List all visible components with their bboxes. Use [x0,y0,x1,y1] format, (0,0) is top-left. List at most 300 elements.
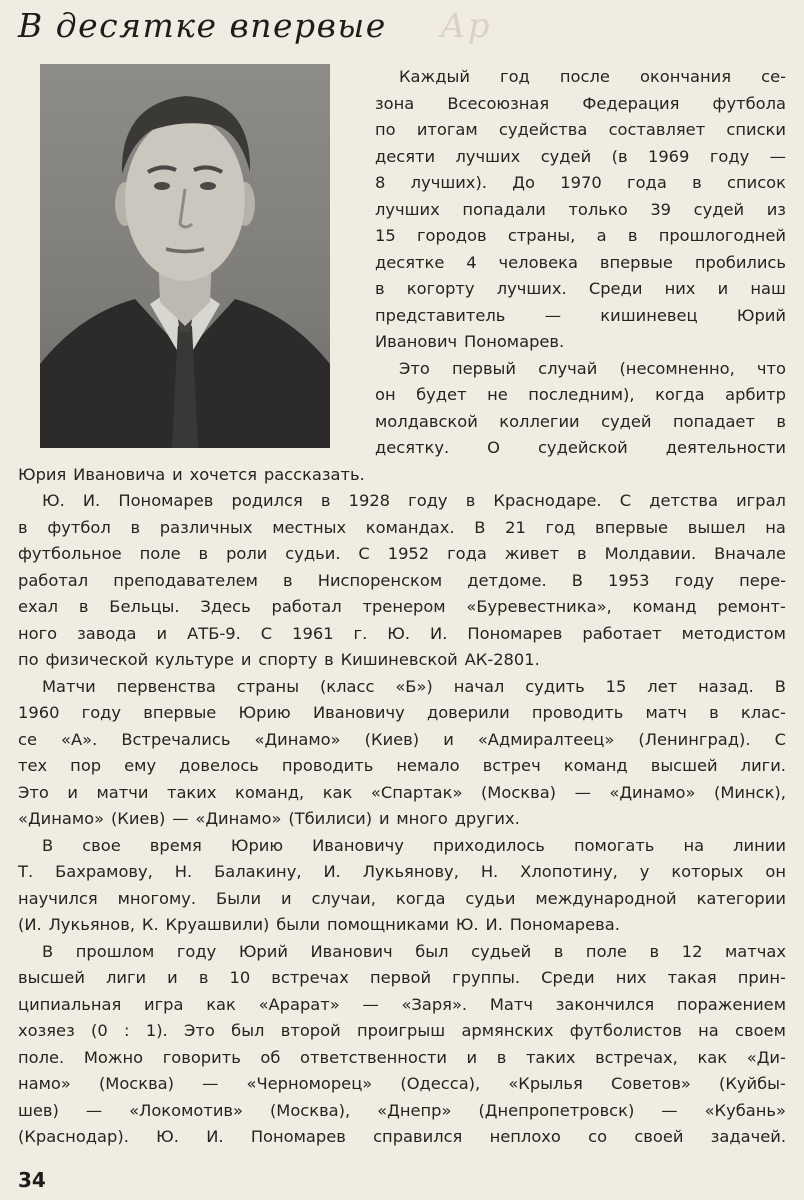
word: «Крылья [508,1074,583,1093]
word: И. [206,1127,224,1146]
word: судей [540,146,592,166]
word: игра [144,994,184,1014]
word: проводить [531,703,624,722]
word: (Минск), [714,782,786,802]
word: время [149,835,202,855]
word: своем [735,1021,786,1040]
text-line [18,886,786,913]
word: Ю. [156,1127,179,1146]
word: — [769,146,786,166]
word: Лукьянов, [48,915,136,934]
text-line [375,382,786,409]
word: впервые [143,703,217,722]
word: спорту [258,650,318,669]
word: г. [353,623,368,643]
word: первый [451,358,516,378]
word: попадает [672,411,755,431]
word: «Адмиралтеец» [477,729,615,749]
word: 12 [681,941,703,961]
word: судьи [465,888,516,908]
word: ехал [18,597,59,616]
word: «Кубань» [704,1100,786,1120]
word: Пономарев [118,491,214,510]
word: встреч [482,756,541,775]
word: (класс [319,676,375,696]
word: Юрия [18,464,67,484]
word: (Днепропетровск) [478,1100,635,1120]
word: поле [139,544,181,563]
word: итогам [416,120,478,139]
word: задачей. [710,1127,786,1146]
word: списки [726,120,786,139]
word: у [639,862,650,881]
word: (Москва), [269,1100,351,1120]
word: Ивановичу [312,835,404,855]
text-line [18,594,786,621]
word: лучших [455,146,521,166]
word: Юрий [736,305,786,325]
word: «Локомотив» [129,1100,243,1120]
word: лучших [375,199,440,219]
word: судейства [498,120,588,139]
word: на [765,517,786,537]
word: футбола [712,93,786,113]
word: (Ленинград). [638,729,751,749]
word: назад. [698,676,754,696]
word: в [320,491,331,510]
word: судей [601,411,652,431]
word: на [698,1021,719,1040]
word: Это [184,1021,215,1040]
word: Юрию [230,835,284,855]
word: — [362,994,379,1014]
word: в [375,279,385,298]
word: них [615,968,647,987]
word: категории [696,888,786,908]
text-line [375,250,786,277]
word: судейской [537,438,628,457]
word: Иванович [310,941,393,961]
word: прошлом [75,941,155,961]
word: 1969 [647,146,690,166]
word: Были [216,888,262,908]
word: родился [231,491,303,510]
word: представитель [375,305,506,325]
word: культуре [155,650,234,669]
text-line [375,409,786,436]
word: коллегии [499,411,580,431]
text-line [375,276,786,303]
word: кишиневец [600,305,698,325]
word: футбол [47,517,111,537]
word: 15 [375,226,396,245]
word: встречах [271,968,349,987]
word: футболистов [569,1021,682,1040]
word: в [283,570,293,590]
word: 4 [466,252,477,272]
text-line [18,515,786,542]
word: страны [236,676,300,696]
word: приходилось [432,835,545,855]
text-line [18,621,786,648]
word: высшей [650,756,718,775]
word: в [627,226,638,245]
word: «Динамо» [195,809,282,828]
word: своей [634,1127,684,1146]
word: десятке [375,252,445,272]
word: матчах [725,941,786,961]
word: детдоме. [467,570,547,590]
word: 1960 [18,703,60,722]
word: окончания [640,67,732,86]
word: и [717,279,729,298]
word: — [544,305,561,325]
word: И. [323,862,341,881]
word: человека [498,252,578,272]
word: Среди [588,279,643,298]
word: 10 [229,968,251,987]
word: прин- [737,968,786,987]
word: Матчи [42,676,96,696]
word: местных [272,517,347,537]
word: Бахрамову, [55,862,153,881]
text-line [18,780,786,807]
word: десяти [375,146,436,166]
word: года [447,544,487,563]
word: команд, [235,782,305,802]
word: справился [373,1127,463,1146]
word: ответственности [300,1047,447,1067]
word: — [85,1100,103,1120]
text-line [18,1098,786,1125]
text-line [18,753,786,780]
word: ремонт- [717,597,786,616]
text-line [18,727,786,754]
word: С [260,623,273,643]
word: 1953 [608,570,650,590]
page-number: 34 [18,1168,46,1192]
word: Пономарева. [509,915,620,934]
word: в [18,517,28,537]
word: В [571,570,583,590]
word: по [18,650,39,669]
word: Матч [489,994,533,1014]
word: список [727,173,786,192]
word: судьи. [285,544,341,563]
text-line [18,674,786,701]
word: год [545,517,576,537]
word: С [774,729,786,749]
word: попадали [462,199,546,219]
word: последним), [528,385,635,404]
text-line [375,303,786,330]
word: (И. [18,915,42,934]
word: когда [655,385,705,404]
word: — [172,809,189,828]
word: только [568,199,628,219]
word: «Динамо» [18,809,105,828]
word: (Москва) [480,782,557,802]
word: Хлопотину, [520,862,618,881]
word: (Киев) [364,729,420,749]
word: и [167,968,178,987]
word: О [487,438,500,457]
word: (Одесса), [400,1074,481,1093]
word: И. [430,623,448,643]
word: вышел [687,517,746,537]
article-body [18,64,786,1151]
word: проигрыш [356,1021,446,1040]
word: говорить [162,1047,241,1067]
word: Круашвили) [165,915,270,934]
word: пере- [739,570,786,590]
word: первенства [116,676,216,696]
word: «Ди- [746,1047,786,1067]
word: и [240,650,252,669]
word: хочется [189,464,258,484]
word: помогать [573,835,655,855]
word: об [260,1047,281,1067]
word: пробились [694,252,786,272]
word: работает [582,623,662,643]
word: И. [82,491,101,510]
word: Ниспоренском [317,570,443,590]
word: Ю. [455,915,479,934]
word: судьей [471,941,532,961]
word: составляет [608,120,706,139]
word: поле. [18,1047,65,1067]
word: в [776,411,786,431]
word: ципиальная [18,994,122,1014]
word: встречах, [595,1047,678,1067]
word: 1928 [348,491,391,510]
word: второй [280,1021,341,1040]
word: много [396,809,448,828]
word: работал [18,570,89,590]
word: намо» [18,1074,71,1093]
word: страны, [507,226,576,245]
word: когорту [406,279,475,298]
word: года [627,173,667,192]
word: «Динамо» [254,729,341,749]
word: Пономарев [467,623,563,643]
word: наш [750,279,786,298]
word: «Днепр» [377,1100,452,1120]
word: матч [645,703,687,722]
word: он [375,385,396,404]
text-line [375,144,786,171]
word: команд [563,756,628,775]
word: «Черноморец» [246,1074,373,1093]
word: завода [77,623,137,643]
word: других. [454,809,520,828]
word: 39 [650,199,672,219]
word: как [697,1047,728,1067]
text-line [375,117,786,144]
word: АК-2801. [464,650,540,669]
word: В [42,835,54,855]
word: Юрий [238,941,288,961]
word: До [512,173,535,192]
word: по [375,120,396,139]
text-line [375,356,786,383]
word: Ю. [42,491,65,510]
word: тренером [362,597,446,616]
text-line [375,435,786,462]
text-line [375,64,786,91]
word: год [500,67,530,86]
word: лиги [105,968,147,987]
word: И. [485,915,503,934]
text-line [18,1045,786,1072]
word: В [774,676,786,696]
word: лучших. [496,279,567,298]
word: первой [369,968,432,987]
word: и [156,623,168,643]
text-line [375,197,786,224]
word: довелось [179,756,259,775]
word: пор [70,756,102,775]
word: в [649,941,660,961]
word: С [358,544,370,563]
text-line [18,1018,786,1045]
word: линии [733,835,786,855]
word: ного [18,623,58,643]
word: в [198,968,209,987]
word: хозяез [18,1021,75,1040]
word: не [487,385,508,404]
word: году [176,941,217,961]
word: Т. [18,862,34,881]
text-line [18,859,786,886]
word: различных [159,517,253,537]
word: лет [647,676,678,696]
word: научился [18,888,98,908]
word: и [378,809,390,828]
word: случаи, [311,888,376,908]
word: ему [124,756,157,775]
word: (Киев) [110,809,166,828]
word: 1970 [560,173,602,192]
text-line [375,91,786,118]
word: Иванович [375,332,458,351]
word: К. [141,915,159,934]
word: Можно [83,1047,144,1067]
word: когда [395,888,446,908]
word: В [474,517,486,537]
word: в [692,173,702,192]
word: высшей [18,968,85,987]
word: «Буревестника», [466,597,612,616]
bleed-through-text: Ар [440,6,492,46]
word: С [619,491,632,510]
text-line [18,488,786,515]
word: 1961 [292,623,334,643]
word: Вначале [714,544,786,563]
word: матчи [96,782,149,802]
word: как [206,994,236,1014]
word: на [683,835,705,855]
text-line [18,541,786,568]
text-line [18,647,786,674]
word: живет [504,544,560,563]
word: Балакину, [214,862,302,881]
word: международной [535,888,677,908]
word: а [596,226,607,245]
word: (Москва) [98,1074,175,1093]
word: таких [525,1047,576,1067]
word: городов [416,226,487,245]
text-line [18,462,786,489]
text-line [18,700,786,727]
word: физической [45,650,149,669]
word: детства [649,491,718,510]
text-line [18,965,786,992]
word: Каждый [399,67,470,86]
word: Это [18,782,49,802]
word: «Спартак» [370,782,463,802]
word: как [322,782,353,802]
word: 21 [505,517,526,537]
word: и [281,888,292,908]
word: клас- [740,703,786,722]
word: молдавской [375,411,478,431]
word: году [674,570,714,590]
word: был [415,941,449,961]
word: «Динамо» [609,782,696,802]
word: в [553,941,564,961]
word: 1952 [387,544,430,563]
text-line [18,912,786,939]
word: в [496,1047,507,1067]
word: в [577,544,587,563]
word: (Куйбы- [719,1074,786,1093]
word: Среди [541,968,595,987]
text-line [18,1071,786,1098]
word: Краснодаре. [493,491,602,510]
word: — [661,1100,678,1120]
word: шев) [18,1100,59,1120]
word: них [664,279,696,298]
word: (в [611,146,628,166]
word: лиги. [740,756,786,775]
word: году [709,146,750,166]
word: в [78,597,89,616]
article-title: В десятке впервые [18,6,387,45]
word: — [202,1074,219,1093]
word: : [124,1021,130,1040]
word: рассказать. [263,464,365,484]
word: методистом [681,623,786,643]
word: АТБ-9. [187,623,241,643]
word: Н. [480,862,499,881]
word: помощниками [326,915,450,934]
word: впервые [599,252,673,272]
word: команд [632,597,697,616]
word: играл [736,491,786,510]
word: немало [396,756,460,775]
word: «Б») [395,676,433,696]
word: будет [416,385,467,404]
word: Советов» [610,1074,691,1093]
word: Всесоюзная [447,93,550,113]
word: работал [271,597,342,616]
word: году [81,703,122,722]
word: и [443,729,454,749]
word: которых [671,862,744,881]
word: В [42,941,54,961]
word: зона [375,93,415,113]
